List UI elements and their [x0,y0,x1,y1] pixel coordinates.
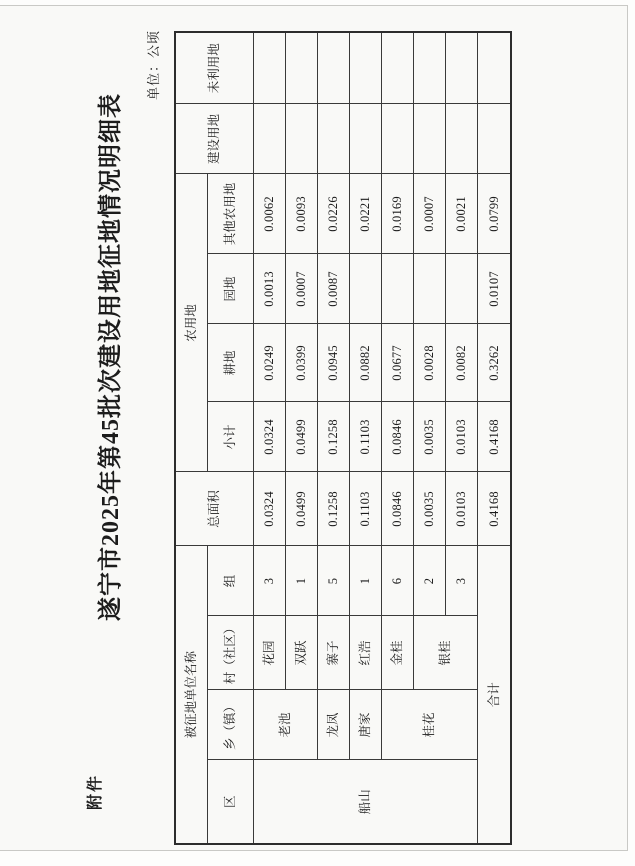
total-garden: 0.0107 [477,254,511,324]
cell-construction-land [285,104,317,174]
cell-group: 2 [413,546,445,616]
cell-garden: 0.0013 [253,254,285,324]
cell-unused-land [285,32,317,104]
cell-total-area: 0.1103 [349,472,381,546]
total-other-farmland: 0.0799 [477,174,511,254]
unit-note: 单位：公顷 [146,30,161,101]
cell-subtotal: 0.0846 [381,402,413,472]
header-village: 村（社区） [207,616,253,690]
cell-group: 1 [285,546,317,616]
cell-total-area: 0.0846 [381,472,413,546]
cell-township: 老池 [253,690,317,760]
cell-construction-land [445,104,477,174]
header-construction-land: 建设用地 [175,104,253,174]
cell-cultivated: 0.0028 [413,324,445,402]
cell-other-farmland: 0.0221 [349,174,381,254]
total-total-area: 0.4168 [477,472,511,546]
header-cultivated: 耕地 [207,324,253,402]
cell-unused-land [317,32,349,104]
cell-cultivated: 0.0945 [317,324,349,402]
cell-total-area: 0.0324 [253,472,285,546]
cell-construction-land [381,104,413,174]
cell-subtotal: 0.1258 [317,402,349,472]
total-cultivated: 0.3262 [477,324,511,402]
header-farmland-group: 农用地 [175,174,207,472]
cell-other-farmland: 0.0007 [413,174,445,254]
cell-district: 船山 [253,760,477,844]
cell-unused-land [413,32,445,104]
page-edge-bottom [628,0,635,866]
cell-total-area: 0.0103 [445,472,477,546]
total-unused-land [477,32,511,104]
cell-unused-land [381,32,413,104]
cell-unused-land [445,32,477,104]
table-row [253,32,285,844]
cell-construction-land [317,104,349,174]
cell-garden: 0.0007 [285,254,317,324]
cell-group: 3 [445,546,477,616]
cell-subtotal: 0.0103 [445,402,477,472]
cell-village: 红浩 [349,616,381,690]
cell-village: 寨子 [317,616,349,690]
cell-subtotal: 0.0324 [253,402,285,472]
cell-township: 龙凤 [317,690,349,760]
header-township: 乡（镇） [207,690,253,760]
cell-village: 金桂 [381,616,413,690]
cell-village: 双跃 [285,616,317,690]
document-title: 遂宁市2025年第45批次建设用地征地情况明细表 [98,93,124,621]
cell-garden: 0.0087 [317,254,349,324]
cell-other-farmland: 0.0093 [285,174,317,254]
cell-group: 6 [381,546,413,616]
total-subtotal: 0.4168 [477,402,511,472]
cell-construction-land [413,104,445,174]
cell-construction-land [253,104,285,174]
header-other-farmland: 其他农用地 [207,174,253,254]
header-subtotal: 小计 [207,402,253,472]
cell-village: 银桂 [413,616,477,690]
attachment-label: 附件 [87,773,104,810]
header-row-1 [175,32,207,844]
acquisition-table [174,31,512,845]
cell-garden [413,254,445,324]
cell-subtotal: 0.1103 [349,402,381,472]
cell-cultivated: 0.0882 [349,324,381,402]
header-group: 组 [207,546,253,616]
cell-other-farmland: 0.0062 [253,174,285,254]
cell-total-area: 0.1258 [317,472,349,546]
cell-total-area: 0.0035 [413,472,445,546]
table-row [349,32,381,844]
header-district: 区 [207,760,253,844]
cell-cultivated: 0.0249 [253,324,285,402]
cell-subtotal: 0.0499 [285,402,317,472]
cell-construction-land [349,104,381,174]
total-label: 合计 [477,546,511,844]
cell-other-farmland: 0.0226 [317,174,349,254]
cell-garden [381,254,413,324]
cell-group: 1 [349,546,381,616]
cell-subtotal: 0.0035 [413,402,445,472]
cell-township: 唐家 [349,690,381,760]
header-unused-land: 未利用地 [175,32,253,104]
header-unit-group: 被征地单位名称 [175,546,207,844]
cell-garden [349,254,381,324]
total-construction-land [477,104,511,174]
cell-unused-land [253,32,285,104]
cell-cultivated: 0.0399 [285,324,317,402]
cell-total-area: 0.0499 [285,472,317,546]
header-garden: 园地 [207,254,253,324]
cell-garden [445,254,477,324]
total-row [477,32,511,844]
table-row [381,32,413,844]
cell-cultivated: 0.0082 [445,324,477,402]
cell-village: 花园 [253,616,285,690]
cell-group: 5 [317,546,349,616]
header-total-area: 总面积 [175,472,253,546]
cell-township: 桂花 [381,690,477,760]
table-row [317,32,349,844]
cell-unused-land [349,32,381,104]
cell-other-farmland: 0.0021 [445,174,477,254]
cell-other-farmland: 0.0169 [381,174,413,254]
cell-group: 3 [253,546,285,616]
cell-cultivated: 0.0677 [381,324,413,402]
